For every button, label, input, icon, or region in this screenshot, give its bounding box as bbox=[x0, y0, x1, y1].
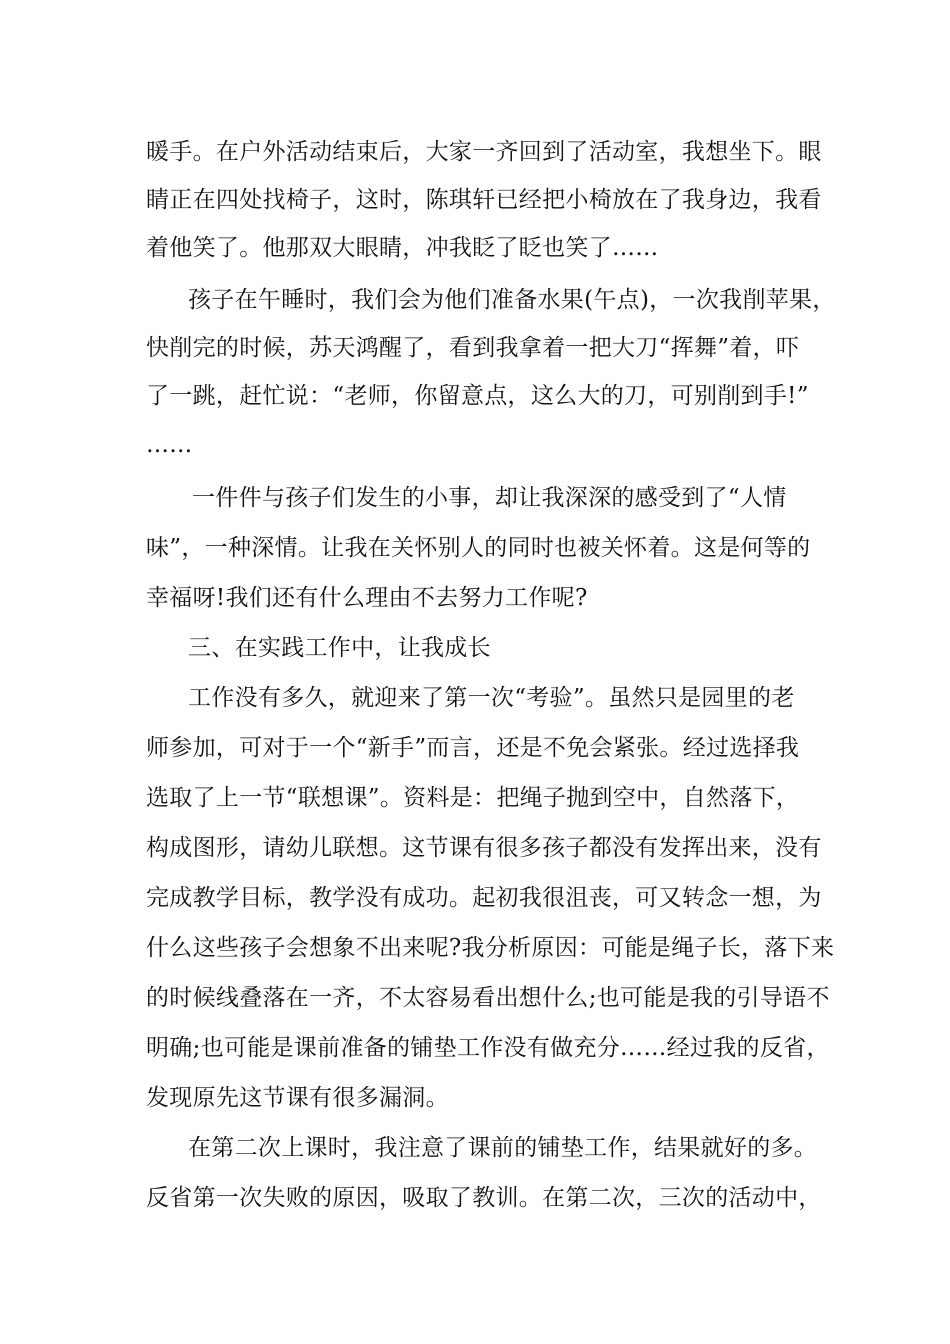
text-line: 发现原先这节课有很多漏洞。 bbox=[146, 1085, 449, 1111]
text-line: 着他笑了。他那双大眼睛，冲我眨了眨也笑了…… bbox=[146, 235, 659, 261]
text-line: 构成图形，请幼儿联想。这节课有很多孩子都没有发挥出来，没有 bbox=[146, 835, 822, 861]
text-line: 选取了上一节“联想课”。资料是：把绳子抛到空中，自然落下， bbox=[146, 785, 800, 811]
text-line: 的时候线叠落在一齐，不太容易看出想什么;也可能是我的引导语不 bbox=[146, 985, 830, 1011]
text-line: 反省第一次失败的原因，吸取了教训。在第二次，三次的活动中， bbox=[146, 1185, 822, 1211]
text-line: 味”，一种深情。让我在关怀别人的同时也被关怀着。这是何等的 bbox=[146, 535, 811, 561]
text-line: 明确;也可能是课前准备的铺垫工作没有做充分……经过我的反省， bbox=[146, 1035, 830, 1061]
text-line: 完成教学目标，教学没有成功。起初我很沮丧，可又转念一想，为 bbox=[146, 885, 822, 911]
text-line: 一件件与孩子们发生的小事，却让我深深的感受到了“人情 bbox=[192, 485, 787, 511]
section-heading: 三、在实践工作中，让我成长 bbox=[188, 635, 491, 661]
text-line: 师参加，可对于一个“新手”而言，还是不免会紧张。经过选择我 bbox=[146, 735, 800, 761]
text-line: 工作没有多久，就迎来了第一次“考验”。虽然只是园里的老 bbox=[188, 685, 795, 711]
text-line: …… bbox=[146, 432, 193, 458]
text-line: 暖手。在户外活动结束后，大家一齐回到了活动室，我想坐下。眼 bbox=[146, 139, 822, 165]
text-line: 快削完的时候，苏天鸿醒了，看到我拿着一把大刀“挥舞”着，吓 bbox=[146, 335, 800, 361]
text-line: 什么这些孩子会想象不出来呢?我分析原因：可能是绳子长，落下来 bbox=[146, 935, 835, 961]
text-line: 了一跳，赶忙说：“老师，你留意点，这么大的刀，可别削到手!” bbox=[146, 383, 809, 409]
text-line: 幸福呀!我们还有什么理由不去努力工作呢? bbox=[146, 585, 588, 611]
text-line: 睛正在四处找椅子，这时，陈琪轩已经把小椅放在了我身边，我看 bbox=[146, 187, 822, 213]
text-line: 孩子在午睡时，我们会为他们准备水果(午点)，一次我削苹果， bbox=[188, 287, 836, 313]
text-line: 在第二次上课时，我注意了课前的铺垫工作，结果就好的多。 bbox=[188, 1135, 818, 1161]
